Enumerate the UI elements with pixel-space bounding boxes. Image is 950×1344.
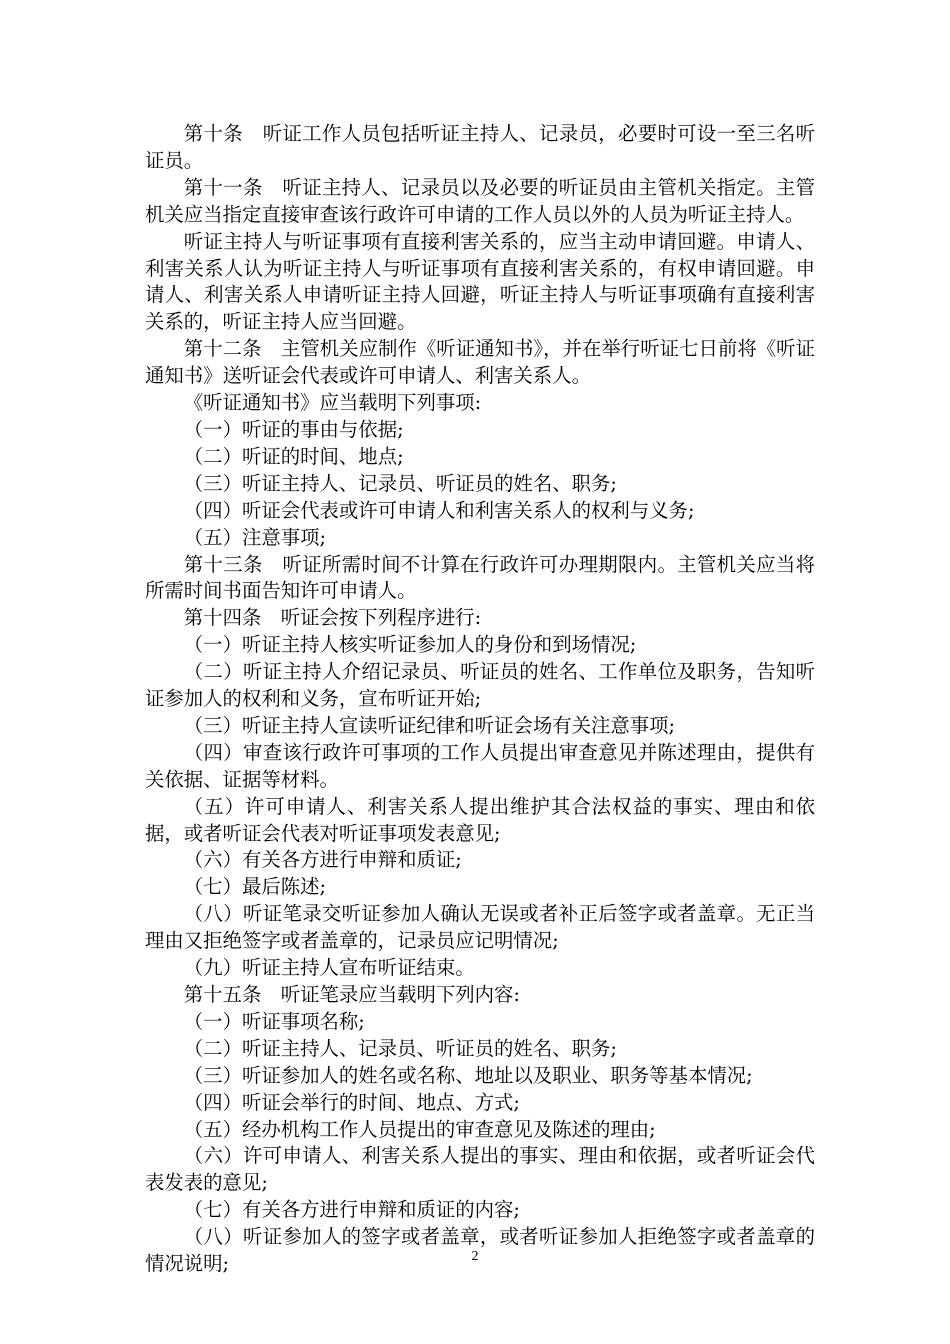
list-item: （七）有关各方进行申辩和质证的内容; bbox=[183, 1198, 520, 1222]
paragraph-notice-items-heading: 《听证通知书》应当载明下列事项: bbox=[183, 391, 482, 415]
paragraph-article-15: 第十五条 听证笔录应当载明下列内容: bbox=[183, 983, 520, 1006]
list-item: （三）听证主持人宣读听证纪律和听证会场有关注意事项; bbox=[183, 713, 676, 737]
list-item: （五）许可申请人、利害关系人提出维护其合法权益的事实、理由和依据，或者听证会代表对听证事项发表意见; bbox=[145, 794, 815, 845]
list-item: （一）听证事项名称; bbox=[183, 1009, 365, 1033]
list-item: （二）听证主持人介绍记录员、听证员的姓名、工作单位及职务，告知听证参加人的权利和义务，宣布听证开始; bbox=[145, 660, 815, 711]
list-item: （八）听证笔录交听证参加人确认无误或者补正后签字或者盖章。无正当理由又拒绝签字或者盖章的，记录员应记明情况; bbox=[145, 902, 815, 953]
list-item: （四）听证会代表或许可申请人和利害关系人的权利与义务; bbox=[183, 498, 695, 522]
list-item: （七）最后陈述; bbox=[183, 875, 327, 899]
list-item: （一）听证的事由与依据; bbox=[183, 417, 404, 441]
paragraph-article-12: 第十二条 主管机关应制作《听证通知书》，并在举行听证七日前将《听证通知书》送听证会代表或许可申请人、利害关系人。 bbox=[145, 337, 815, 388]
paragraph-recusal: 听证主持人与听证事项有直接利害关系的，应当主动申请回避。申请人、利害关系人认为听证主持人与听证事项有直接利害关系的，有权申请回避。申请人、利害关系人申请听证主持人回避，听证主持人与听证事项确有直接利害关系的，听证主持人应当回避。 bbox=[145, 229, 815, 334]
list-item: （二）听证主持人、记录员、听证员的姓名、职务; bbox=[183, 1036, 617, 1060]
paragraph-article-13: 第十三条 听证所需时间不计算在行政许可办理期限内。主管机关应当将所需时间书面告知许可申请人。 bbox=[145, 552, 815, 603]
list-item: （四）审查该行政许可事项的工作人员提出审查意见并陈述理由，提供有关依据、证据等材料。 bbox=[145, 740, 815, 791]
paragraph-article-14: 第十四条 听证会按下列程序进行: bbox=[183, 606, 482, 630]
list-item: （三）听证主持人、记录员、听证员的姓名、职务; bbox=[183, 471, 617, 495]
list-item: （五）注意事项; bbox=[183, 525, 327, 549]
list-item: （三）听证参加人的姓名或名称、地址以及职业、职务等基本情况; bbox=[183, 1063, 753, 1087]
paragraph-article-11: 第十一条 听证主持人、记录员以及必要的听证员由主管机关指定。主管机关应当指定直接审查该行政许可申请的工作人员以外的人员为听证主持人。 bbox=[145, 175, 815, 226]
paragraph-article-10: 第十条 听证工作人员包括听证主持人、记录员，必要时可设一至三名听证员。 bbox=[145, 122, 815, 172]
list-item: （六）许可申请人、利害关系人提出的事实、理由和依据，或者听证会代表发表的意见; bbox=[145, 1144, 815, 1195]
list-item: （九）听证主持人宣布听证结束。 bbox=[183, 956, 475, 980]
page-number: 2 bbox=[471, 1249, 479, 1264]
list-item: （一）听证主持人核实听证参加人的身份和到场情况; bbox=[183, 633, 637, 657]
list-item: （八）听证参加人的签字或者盖章，或者听证参加人拒绝签字或者盖章的情况说明; bbox=[145, 1225, 815, 1276]
list-item: （二）听证的时间、地点; bbox=[183, 444, 404, 468]
list-item: （四）听证会举行的时间、地点、方式; bbox=[183, 1090, 520, 1114]
document-body bbox=[145, 121, 815, 1278]
list-item: （五）经办机构工作人员提出的审查意见及陈述的理由; bbox=[183, 1117, 656, 1141]
list-item: （六）有关各方进行申辩和质证; bbox=[183, 848, 462, 872]
